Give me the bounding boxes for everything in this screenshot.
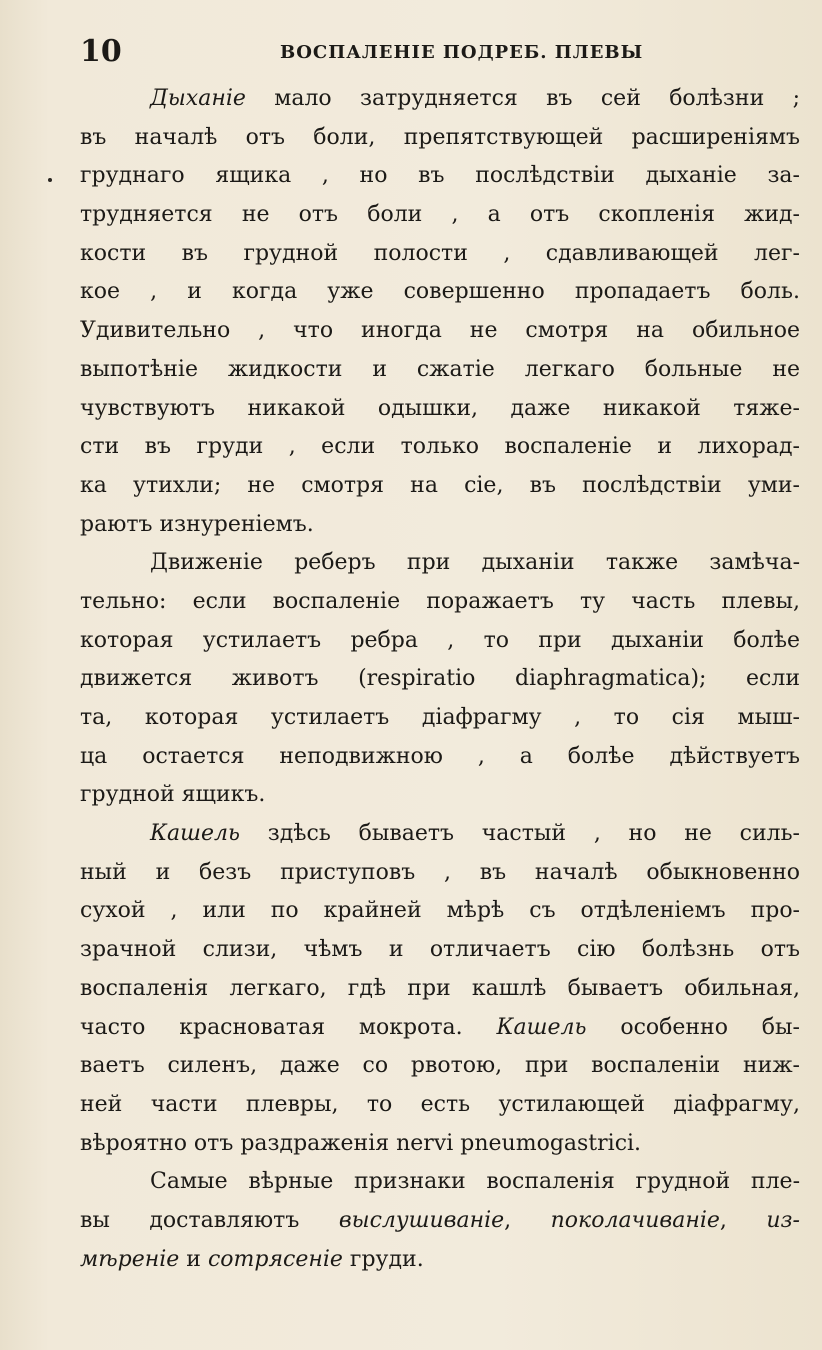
text-line: Самые вѣрные признаки воспаленія грудной пле- <box>150 1169 800 1195</box>
text-line: ка утихли; не смотря на сіе, въ послѣдствіи уми- <box>80 472 800 498</box>
text-line: часто красноватая мокрота. Кашель особенно бы- <box>80 1014 800 1040</box>
text-line: мѣреніе и сотрясеніе груди. <box>80 1246 424 1272</box>
text-line: грудной ящикъ. <box>80 782 266 808</box>
text-line: кое , и когда уже совершенно пропадаетъ боль. <box>80 279 800 305</box>
text-line: ный и безъ приступовъ , въ началѣ обыкновенно <box>80 859 800 885</box>
text-line: кости въ грудной полости , сдавливающей лег- <box>80 240 800 266</box>
text-line: воспаленія легкаго, гдѣ при кашлѣ бываетъ обильная, <box>80 975 800 1001</box>
text-line: которая устилаетъ ребра , то при дыханіи болѣе <box>80 627 800 653</box>
text-line: Дыханіе мало затрудняется въ сей болѣзни ; <box>150 86 800 111</box>
margin-mark <box>48 178 52 182</box>
text-line: груднаго ящика , но въ послѣдствіи дыханіе за- <box>80 163 800 189</box>
text-line: сти въ груди , если только воспаленіе и лихорад- <box>80 434 800 460</box>
text-line: чувствуютъ никакой одышки, даже никакой тяже- <box>80 395 800 421</box>
text-line: трудняется не отъ боли , а отъ скопленія жид- <box>80 202 800 228</box>
text-line: сухой , или по крайней мѣрѣ съ отдѣленіемъ про- <box>80 898 800 924</box>
text-line: та, которая устилаетъ діафрагму , то сія мыш- <box>80 705 800 730</box>
text-line: Кашель здѣсь бываетъ частый , но не силь- <box>150 821 800 847</box>
body-text <box>80 80 800 1279</box>
text-line: Удивительно , что иногда не смотря на обильное <box>80 318 800 344</box>
text-line: ваетъ силенъ, даже со рвотою, при воспаленіи ниж- <box>80 1053 800 1079</box>
text-line: ней части плевры, то есть устилающей діафрагму, <box>80 1091 800 1117</box>
page-header <box>80 34 800 70</box>
page-number: 10 <box>80 34 122 69</box>
text-line: движется животъ (respiratio diaphragmatica); если <box>80 666 800 692</box>
text-line: зрачной слизи, чѣмъ и отличаетъ сію болѣзнь отъ <box>80 937 800 963</box>
text-line: вы доставляютъ выслушиваніе, поколачиваніе, из- <box>80 1207 800 1233</box>
text-line: вѣроятно отъ раздраженія nervi pneumogastrici. <box>80 1130 642 1156</box>
text-line: раютъ изнуреніемъ. <box>80 511 314 537</box>
running-head: ВОСПАЛЕНІЕ ПОДРЕБ. ПЛЕВЫ <box>280 42 644 63</box>
text-line: Движеніе реберъ при дыханіи также замѣча- <box>150 550 800 576</box>
text-line: выпотѣніе жидкости и сжатіе легкаго больные не <box>80 356 800 382</box>
text-line: ца остается неподвижною , а болѣе дѣйствуетъ <box>80 743 800 769</box>
text-line: въ началѣ отъ боли, препятствующей расширеніямъ <box>80 124 800 150</box>
text-line: тельно: если воспаленіе поражаетъ ту часть плевы, <box>80 588 800 614</box>
